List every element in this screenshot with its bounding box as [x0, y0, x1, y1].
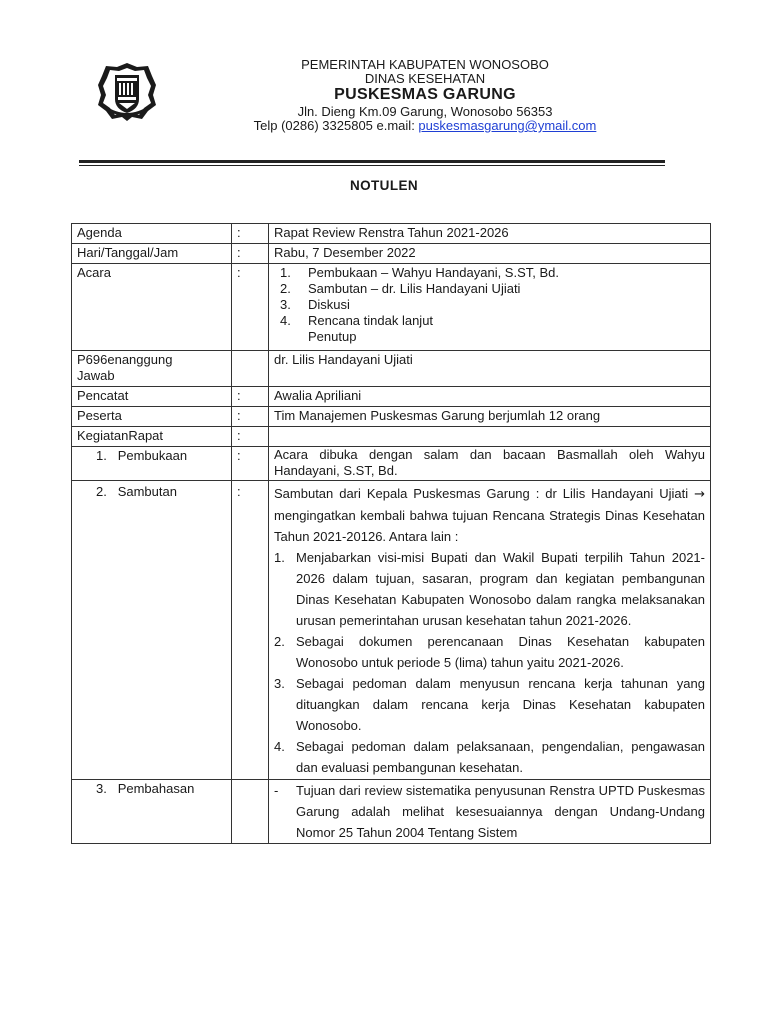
- row-separator-empty: [232, 780, 269, 844]
- arrow-right-icon: →: [694, 487, 705, 502]
- row-separator: :: [232, 264, 269, 351]
- row-label: 3. Pembahasan: [72, 780, 232, 844]
- header-rule-thick: [79, 160, 665, 163]
- table-row-pembahasan: [72, 780, 711, 844]
- row-value: Rabu, 7 Desember 2022: [269, 244, 711, 264]
- row-label: Pencatat: [72, 387, 232, 407]
- row-label: 2. Sambutan: [72, 481, 232, 780]
- table-row-penanggung: [72, 351, 711, 387]
- table-row-pencatat: [72, 387, 711, 407]
- table-row-agenda: [72, 224, 711, 244]
- row-separator: :: [232, 481, 269, 780]
- list-item: 1. Pembukaan – Wahyu Handayani, S.ST, Bd.: [280, 265, 559, 280]
- sambutan-intro: Sambutan dari Kepala Puskesmas Garung : dr Lilis Handayani Ujiati → mengingatkan kembali bahwa tujuan Rencana Strategis Dinas Kesehatan Tahun 2021-20126. Antara lain :: [274, 486, 705, 544]
- list-item: 2. Sebagai dokumen perencanaan Dinas Kesehatan kabupaten Wonosobo untuk periode 5 (lima) tahun yaitu 2021-2026.: [274, 634, 705, 670]
- list-item: Penutup: [308, 329, 357, 344]
- letterhead-institution: PUSKESMAS GARUNG: [334, 86, 516, 103]
- table-row-sambutan: [72, 481, 711, 780]
- row-value: Awalia Apriliani: [269, 387, 711, 407]
- list-item: 3. Sebagai pedoman dalam menyusun rencana kerja tahunan yang dituangkan dalam rencana kerja Dinas Kesehatan kabupaten Wonosobo.: [274, 676, 705, 733]
- row-value: dr. Lilis Handayani Ujiati: [269, 351, 711, 387]
- list-item: 3. Diskusi: [280, 297, 350, 312]
- row-label: Agenda: [72, 224, 232, 244]
- sambutan-points: [274, 547, 705, 778]
- row-value: Acara dibuka dengan salam dan bacaan Basmallah oleh Wahyu Handayani, S.ST, Bd.: [269, 447, 711, 481]
- pembahasan-cell: [269, 780, 711, 844]
- header-rule-thin: [79, 165, 665, 166]
- sambutan-cell: [269, 481, 711, 780]
- row-label: P696enanggung Jawab: [72, 351, 232, 387]
- row-separator: :: [232, 447, 269, 481]
- table-row-date: [72, 244, 711, 264]
- document-title: NOTULEN: [349, 178, 419, 193]
- email-link[interactable]: puskesmasgarung@ymail.com: [418, 118, 597, 133]
- list-item: 1. Menjabarkan visi-misi Bupati dan Wakil Bupati terpilih Tahun 2021-2026 dalam tujuan, sasaran, program dan kegiatan pembangunan Dinas Kesehatan Kabupaten Wonosobo dalam rangka melaksanakan urusan pemerintahan urusan kesehatan tahun 2021-2026.: [274, 550, 705, 628]
- row-label: Peserta: [72, 407, 232, 427]
- contact-phone: Telp (0286) 3325805 e.mail:: [253, 118, 419, 133]
- list-item: 4. Sebagai pedoman dalam pelaksanaan, pengendalian, pengawasan dan evaluasi pembangunan kesehatan.: [274, 739, 705, 775]
- table-row-pembukaan: [72, 447, 711, 481]
- list-item: 4. Rencana tindak lanjut: [280, 313, 434, 328]
- letterhead-government: PEMERINTAH KABUPATEN WONOSOBO: [301, 57, 549, 72]
- minutes-table: [71, 223, 711, 844]
- row-label: KegiatanRapat: [72, 427, 232, 447]
- row-separator: :: [232, 387, 269, 407]
- list-item: 2. Sambutan – dr. Lilis Handayani Ujiati: [280, 281, 521, 296]
- letterhead-address: Jln. Dieng Km.09 Garung, Wonosobo 56353: [297, 104, 553, 119]
- row-separator: :: [232, 407, 269, 427]
- row-value: Tim Manajemen Puskesmas Garung berjumlah 12 orang: [269, 407, 711, 427]
- table-row-acara: [72, 264, 711, 351]
- regency-crest-icon: [96, 61, 158, 123]
- row-separator: :: [232, 244, 269, 264]
- row-value-empty: [269, 427, 711, 447]
- row-separator-empty: [232, 351, 269, 387]
- row-label: Acara: [72, 264, 232, 351]
- row-value: Rapat Review Renstra Tahun 2021-2026: [269, 224, 711, 244]
- acara-list-cell: [269, 264, 711, 351]
- table-row-peserta: [72, 407, 711, 427]
- acara-list: [274, 265, 705, 345]
- row-separator: :: [232, 427, 269, 447]
- letterhead-contact: [180, 118, 670, 134]
- row-separator: :: [232, 224, 269, 244]
- row-label: 1. Pembukaan: [72, 447, 232, 481]
- row-label: Hari/Tanggal/Jam: [72, 244, 232, 264]
- list-item: - Tujuan dari review sistematika penyusunan Renstra UPTD Puskesmas Garung adalah melihat kesesuaiannya dengan Undang-Undang Nomor 25 Tahun 2004 Tentang Sistem: [274, 783, 705, 840]
- table-row-kegiatan: [72, 427, 711, 447]
- letterhead-department: DINAS KESEHATAN: [364, 71, 486, 86]
